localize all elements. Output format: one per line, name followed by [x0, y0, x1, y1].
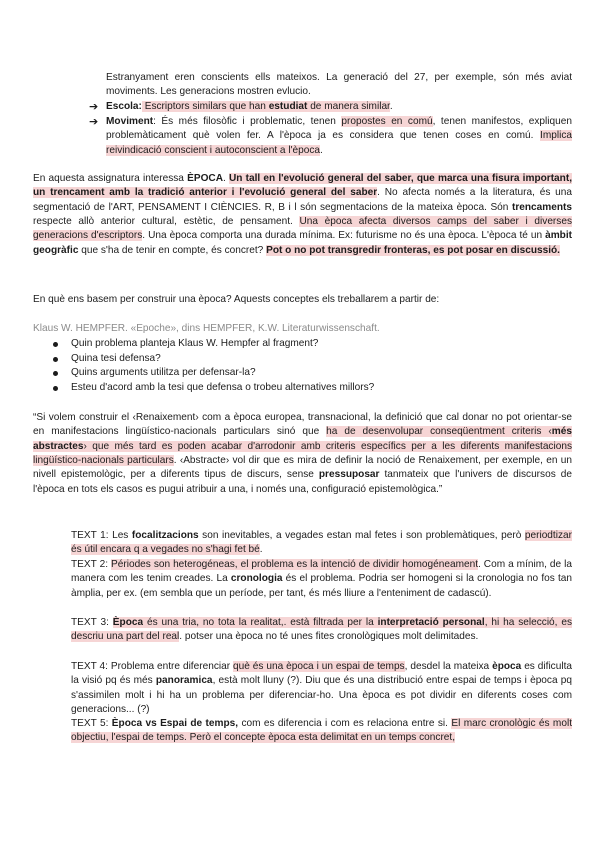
list-item: Quin problema planteja Klaus W. Hempfer al fragment? [33, 337, 572, 352]
text-3: TEXT 3: Època és una tria, no tota la realitat,. està filtrada per la interpretació personal, hi ha selecció, es descriu una part del real. potser una època no té unes fites cronològiques molt delimitades. [71, 617, 573, 643]
intro-paragraph [106, 71, 572, 100]
moviment-highlight-1: propostes en comú [341, 116, 433, 127]
bullet-dot-icon [53, 371, 58, 376]
escola-highlight: Escriptors similars que han estudiat de manera similar [141, 101, 390, 112]
bullet-dot-icon [53, 342, 58, 347]
escola-label: Escola: [106, 101, 142, 112]
escola-item [89, 100, 572, 114]
moviment-highlight-2: Implica reivindicació conscient i autoconscient a l'època [106, 130, 572, 156]
moviment-text: Moviment: És més filosòfic i problematic, tenen propostes en comú, tenen manifestos, expliquen problemàticament què volen fer. A l'època ja es considera que tenen coses en comú. Implica reivindicació conscient i autoconscient a l'època. [106, 116, 572, 156]
bullet-dot-icon [53, 357, 58, 362]
epoca-paragraph: En aquesta assignatura interessa ÈPOCA. Un tall en l'evolució general del saber, que marca una fisura important, un trencament amb la tradició anterior i l'evolució general del saber. No afecta només a la literatura, és una segmentació de l'ART, PENSAMENT I CIÈNCIES. R, B i l són segmentacions de la mateixa època. Són trencaments respecte allò anterior cultural, estètic, de pensament. Una època afecta diversos camps del saber i diverses generacions d'escriptors. Una època comporta una durada mínima. Ex: futurisme no és una època. L'època té un àmbit geogràfic que s'ha de tenir en compte, és concret? Pot o no pot transgredir fronteras, es pot posar en discussió. [33, 173, 573, 256]
epoca-definition: Un tall en l'evolució general del saber, que marca una fisura important, un trencament amb la tradició anterior i l'evolució general del saber [33, 173, 573, 199]
escola-text: Escola: Escriptors similars que han estudiat de manera similar. [106, 101, 393, 112]
reference-citation: Klaus W. HEMPFER. «Epoche», dins HEMPFER, K.W. Literaturwissenschaft. [33, 323, 380, 334]
text-4: TEXT 4: Problema entre diferenciar què és una època i un espai de temps, desdel la mateixa època es dificulta la visió pq és més panoramica, està molt lluny (?). Diu que és una distribució entre espai de temps i època pq s'assimilen molt i hi ha un problema per diferenciar-ho. Una època es pot dividir en diferents coses com generacions... (?) [71, 661, 573, 716]
arrow-bullet-icon: ➔ [89, 101, 99, 113]
list-item: Esteu d'acord amb la tesi que defensa o trobeu alternatives millors? [33, 381, 572, 396]
hempfer-quote: “Si volem construir el ‹Renaixement› com a època europea, transnacional, la definició que cal donar no pot orientar-se en manifestacions lingüístico-nacionals particulars sinó que ha de desenvolupar conseqüentment criteris ‹més abstractes› que més tard es poden acabar d'arrodonir amb criteris específics per a les diferents manifestacions lingüístico-nacionals particulars. ‹Abstracte› vol dir que es mira de definir la noció de Renaixement, per exemple, en un nivell epistemològic, per a diferents tipus de discurs, sense pressuposar tanmateix que l'univers de discursos de l'època en tots els casos es pugui atribuir a una, i només una, configuració epistemològica.” [33, 412, 573, 495]
list-item: Quins arguments utilitza per defensar-la? [33, 366, 572, 381]
moviment-item [89, 115, 572, 158]
bullet-dot-icon [53, 386, 58, 391]
list-item: Quina tesi defensa? [33, 352, 572, 367]
question-intro: En què ens basem per construir una època? Aquests conceptes els treballarem a partir de: [33, 294, 440, 305]
epoca-term: ÈPOCA [187, 173, 224, 184]
arrow-bullet-icon: ➔ [89, 116, 99, 128]
intro-text: Estranyament eren conscients ells mateixos. La generació del 27, per exemple, són més aviat moviments. Les generacions mostren evlucio. [106, 72, 572, 98]
text-5: TEXT 5: Època vs Espai de temps, com es diferencia i com es relaciona entre si. El marc cronològic és molt objectiu, l'espai de temps. Però el concepte època esta delimitat en un temps concret, [71, 718, 573, 744]
text-2: TEXT 2: Périodes son heterogéneas, el problema es la intenció de dividir homogéneament. Com a mínim, de la manera com les tenim creades. La cronologia és el problema. Podria ser homogeni si la cronologia no fos tan àmplia, per ex. (em sembla que un període, per tant, és més lliure a l'enteniment de cadascú). [71, 559, 572, 599]
moviment-label: Moviment [106, 116, 154, 127]
questions-list [33, 337, 572, 395]
text-1: TEXT 1: Les focalitzacions son inevitables, a vegades estan mal fetes i son problemàtiques, però periodtizar és útil encara q a vegades no s'hagi fet bé. [71, 530, 572, 556]
